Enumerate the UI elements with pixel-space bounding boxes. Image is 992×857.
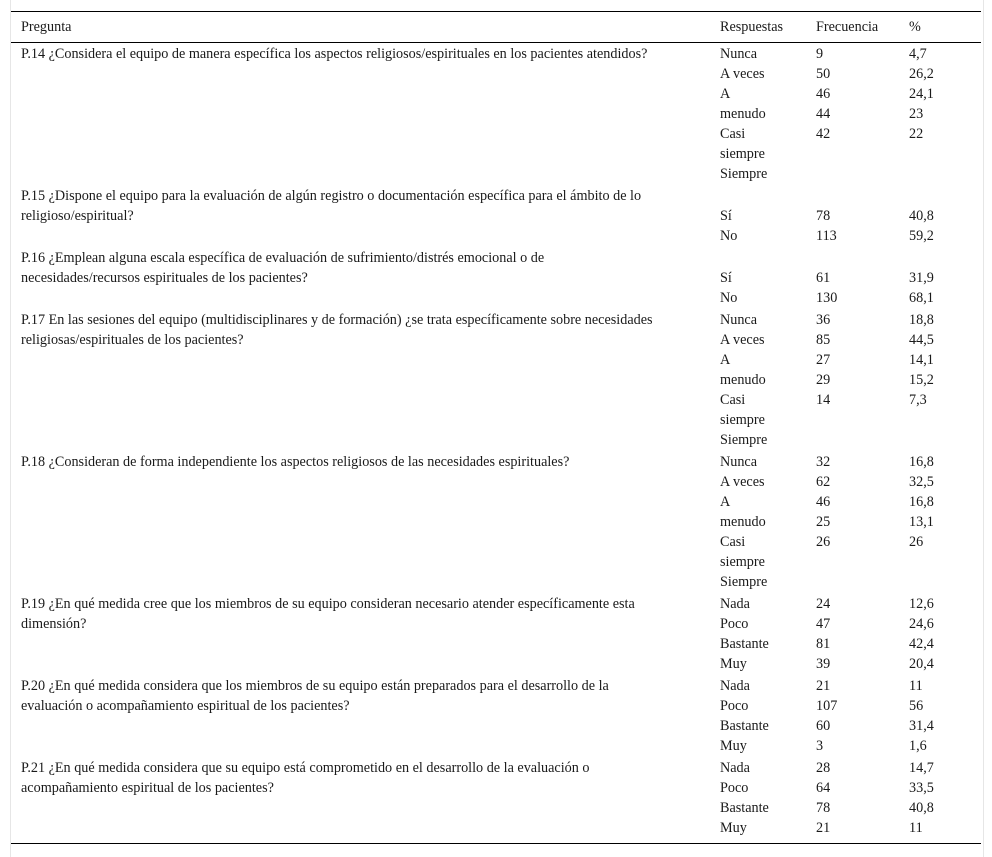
frequency-value xyxy=(816,410,909,430)
answer-line: Casi xyxy=(720,126,746,142)
table-row xyxy=(11,593,981,675)
question-cell xyxy=(11,43,720,186)
frequency-value: 42 xyxy=(816,126,831,142)
question-cell xyxy=(11,451,720,593)
percent-cell xyxy=(909,451,981,593)
answer-line xyxy=(720,186,816,206)
answer-line xyxy=(720,248,816,268)
frequency-cell xyxy=(816,43,909,186)
frequency-value: 26 xyxy=(816,534,831,550)
answer-line: Nada xyxy=(720,678,750,694)
percent-value xyxy=(909,430,981,450)
percent-value: 56 xyxy=(909,698,924,714)
frequency-value: 78 xyxy=(816,800,831,816)
answer-line: Muy xyxy=(720,738,747,754)
question-cell xyxy=(11,309,720,451)
frequency-value: 64 xyxy=(816,780,831,796)
percent-value: 1,6 xyxy=(909,738,927,754)
percent-value xyxy=(909,144,981,164)
percent-cell xyxy=(909,43,981,186)
answer-line: Poco xyxy=(720,698,749,714)
question-text: P.14 ¿Considera el equipo de manera específica los aspectos religiosos/espirituales en los pacientes atendidos? xyxy=(21,46,648,62)
answer-line: menudo xyxy=(720,372,766,388)
header-frecuencia: Frecuencia xyxy=(816,12,909,43)
frequency-value xyxy=(816,164,909,184)
percent-value: 14,7 xyxy=(909,760,934,776)
frequency-value: 24 xyxy=(816,596,831,612)
answer-line: Nunca xyxy=(720,46,758,62)
frequency-value: 78 xyxy=(816,208,831,224)
frequency-value: 14 xyxy=(816,392,831,408)
percent-value: 16,8 xyxy=(909,494,934,510)
percent-value: 22 xyxy=(909,126,924,142)
frequency-value: 50 xyxy=(816,66,831,82)
percent-value xyxy=(909,164,981,184)
percent-value: 11 xyxy=(909,678,923,694)
frequency-value: 113 xyxy=(816,228,837,244)
frequency-value: 21 xyxy=(816,678,831,694)
frequency-value: 107 xyxy=(816,698,838,714)
question-text: P.16 ¿Emplean alguna escala específica de evaluación de sufrimiento/distrés emocional o de necesidades/recursos espirituales de los pacientes? xyxy=(21,250,545,286)
answer-line: Nada xyxy=(720,596,750,612)
frequency-value: 3 xyxy=(816,738,824,754)
percent-value: 42,4 xyxy=(909,636,934,652)
answer-line: A xyxy=(720,86,731,102)
table-row xyxy=(11,757,981,844)
frequency-value: 27 xyxy=(816,352,831,368)
percent-value xyxy=(909,552,981,572)
answer-cell xyxy=(720,185,816,247)
table-header-row xyxy=(11,12,981,43)
frequency-value: 39 xyxy=(816,656,831,672)
table-row xyxy=(11,451,981,593)
percent-value: 40,8 xyxy=(909,208,934,224)
frequency-value: 9 xyxy=(816,46,824,62)
percent-value: 26,2 xyxy=(909,66,934,82)
percent-cell xyxy=(909,675,981,757)
answer-line: Sí xyxy=(720,208,732,224)
frequency-value: 25 xyxy=(816,514,831,530)
answer-line: siempre xyxy=(720,146,765,162)
question-text: P.19 ¿En qué medida cree que los miembros de su equipo consideran necesario atender específicamente esta dimensión? xyxy=(21,596,635,632)
answer-line: Muy xyxy=(720,656,747,672)
percent-value: 24,6 xyxy=(909,616,934,632)
answer-line: A xyxy=(720,494,731,510)
frequency-value: 61 xyxy=(816,270,831,286)
percent-value: 13,1 xyxy=(909,514,934,530)
frequency-value: 81 xyxy=(816,636,831,652)
frequency-cell xyxy=(816,675,909,757)
percent-value: 16,8 xyxy=(909,454,934,470)
percent-cell xyxy=(909,757,981,844)
percent-value xyxy=(909,186,981,206)
percent-value: 31,4 xyxy=(909,718,934,734)
answer-line: Bastante xyxy=(720,800,769,816)
question-text: P.17 En las sesiones del equipo (multidisciplinares y de formación) ¿se trata específicamente sobre necesidades religiosas/espirituales de los pacientes? xyxy=(21,312,653,348)
percent-value: 40,8 xyxy=(909,800,934,816)
percent-value: 68,1 xyxy=(909,290,934,306)
table-row xyxy=(11,185,981,247)
answer-cell xyxy=(720,309,816,451)
header-pregunta: Pregunta xyxy=(11,12,720,43)
question-text: P.20 ¿En qué medida considera que los miembros de su equipo están preparados para el desarrollo de la evaluación o acompañamiento espiritual de los pacientes? xyxy=(21,678,609,714)
percent-value: 26 xyxy=(909,534,924,550)
answer-cell xyxy=(720,593,816,675)
frequency-value xyxy=(816,248,909,268)
answer-line: Casi xyxy=(720,392,746,408)
percent-value: 33,5 xyxy=(909,780,934,796)
answer-line: A veces xyxy=(720,474,765,490)
answer-line: Bastante xyxy=(720,636,769,652)
percent-value: 4,7 xyxy=(909,46,927,62)
answer-line: Nunca xyxy=(720,454,758,470)
percent-value: 31,9 xyxy=(909,270,934,286)
answer-line: siempre xyxy=(720,412,765,428)
percent-value: 14,1 xyxy=(909,352,934,368)
answer-line: Poco xyxy=(720,616,749,632)
answer-line: Casi xyxy=(720,534,746,550)
table-row xyxy=(11,675,981,757)
answer-line: Siempre xyxy=(720,166,768,182)
question-cell xyxy=(11,185,720,247)
frequency-value: 44 xyxy=(816,106,831,122)
answer-line: menudo xyxy=(720,514,766,530)
frequency-value: 46 xyxy=(816,86,831,102)
table-row xyxy=(11,43,981,186)
frequency-cell xyxy=(816,593,909,675)
frequency-value: 62 xyxy=(816,474,831,490)
frequency-value xyxy=(816,144,909,164)
percent-value: 24,1 xyxy=(909,86,934,102)
answer-line: Siempre xyxy=(720,432,768,448)
percent-cell xyxy=(909,185,981,247)
percent-cell xyxy=(909,309,981,451)
frequency-value: 36 xyxy=(816,312,831,328)
frequency-value xyxy=(816,572,909,592)
answer-line: menudo xyxy=(720,106,766,122)
answer-cell xyxy=(720,757,816,844)
answer-cell xyxy=(720,43,816,186)
percent-value xyxy=(909,572,981,592)
percent-cell xyxy=(909,247,981,309)
answer-line: Sí xyxy=(720,270,732,286)
answer-line: No xyxy=(720,228,738,244)
answer-cell xyxy=(720,247,816,309)
answer-line: A xyxy=(720,352,731,368)
frequency-value: 29 xyxy=(816,372,831,388)
table-row xyxy=(11,309,981,451)
frequency-value: 46 xyxy=(816,494,831,510)
answer-line: Nada xyxy=(720,760,750,776)
question-cell xyxy=(11,757,720,844)
frequency-value xyxy=(816,552,909,572)
question-cell xyxy=(11,675,720,757)
header-respuestas: Respuestas xyxy=(720,12,816,43)
question-text: P.21 ¿En qué medida considera que su equipo está comprometido en el desarrollo de la evaluación o acompañamiento espiritual de los pacientes? xyxy=(21,760,590,796)
frequency-value xyxy=(816,430,909,450)
frequency-value: 47 xyxy=(816,616,831,632)
answer-line: No xyxy=(720,290,738,306)
question-cell xyxy=(11,247,720,309)
percent-value xyxy=(909,410,981,430)
frequency-value: 130 xyxy=(816,290,838,306)
answer-line: A veces xyxy=(720,66,765,82)
header-porcentaje: % xyxy=(909,12,981,43)
answer-line: A veces xyxy=(720,332,765,348)
question-text: P.15 ¿Dispone el equipo para la evaluación de algún registro o documentación específica para el ámbito de lo religioso/espiritual? xyxy=(21,188,642,224)
answer-line: Poco xyxy=(720,780,749,796)
frequency-value: 60 xyxy=(816,718,831,734)
percent-value: 44,5 xyxy=(909,332,934,348)
frequency-cell xyxy=(816,185,909,247)
question-cell xyxy=(11,593,720,675)
frequency-cell xyxy=(816,247,909,309)
frequency-value: 28 xyxy=(816,760,831,776)
frequency-value: 21 xyxy=(816,820,831,836)
answer-line: Muy xyxy=(720,820,747,836)
percent-value: 11 xyxy=(909,820,923,836)
frequency-cell xyxy=(816,757,909,844)
answer-line: Siempre xyxy=(720,574,768,590)
percent-value: 59,2 xyxy=(909,228,934,244)
frequency-value: 32 xyxy=(816,454,831,470)
answer-line: Nunca xyxy=(720,312,758,328)
question-text: P.18 ¿Consideran de forma independiente los aspectos religiosos de las necesidades espirituales? xyxy=(21,454,570,470)
percent-value: 15,2 xyxy=(909,372,934,388)
frequency-cell xyxy=(816,309,909,451)
table-body xyxy=(11,43,981,844)
frequency-value: 85 xyxy=(816,332,831,348)
percent-value: 23 xyxy=(909,106,924,122)
answer-line: siempre xyxy=(720,554,765,570)
survey-table xyxy=(11,11,981,844)
percent-value xyxy=(909,248,981,268)
frequency-cell xyxy=(816,451,909,593)
answer-line: Bastante xyxy=(720,718,769,734)
percent-value: 7,3 xyxy=(909,392,927,408)
answer-cell xyxy=(720,451,816,593)
table-row xyxy=(11,247,981,309)
percent-value: 20,4 xyxy=(909,656,934,672)
percent-cell xyxy=(909,593,981,675)
percent-value: 32,5 xyxy=(909,474,934,490)
percent-value: 12,6 xyxy=(909,596,934,612)
frequency-value xyxy=(816,186,909,206)
percent-value: 18,8 xyxy=(909,312,934,328)
answer-cell xyxy=(720,675,816,757)
